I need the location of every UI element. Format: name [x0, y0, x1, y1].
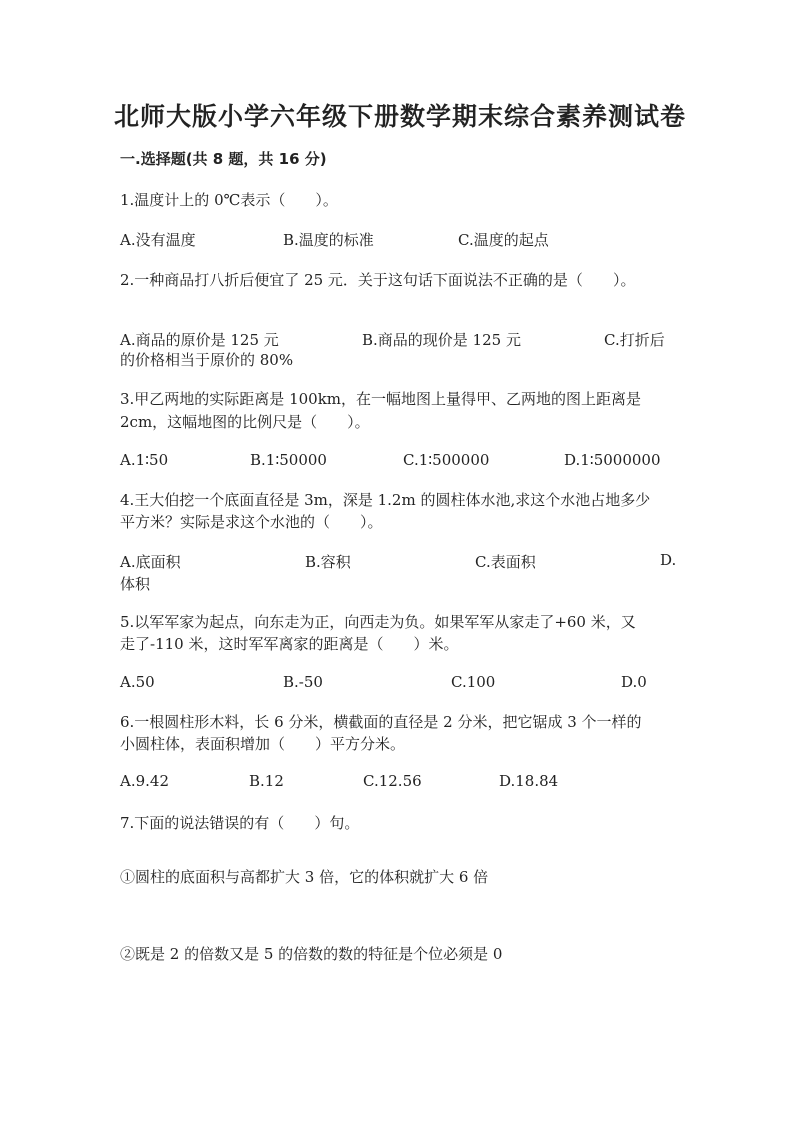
question-3-line-1: 3.甲乙两地的实际距离是 100km，在一幅地图上量得甲、乙两地的图上距离是	[120, 390, 642, 408]
q5-option-a: A.50	[120, 673, 155, 691]
question-2: 2.一种商品打八折后便宜了 25 元．关于这句话下面说法不正确的是（ ）。	[120, 271, 636, 289]
question-4-line-1: 4.王大伯挖一个底面直径是 3m，深是 1.2m 的圆柱体水池,求这个水池占地多少	[120, 491, 651, 509]
q6-option-d: D.18.84	[499, 772, 559, 790]
q1-option-b: B.温度的标准	[283, 231, 374, 249]
q5-option-d: D.0	[621, 673, 647, 691]
q3-option-c: C.1∶500000	[403, 451, 490, 469]
q4-option-d-continued: 体积	[120, 575, 151, 593]
page-title: 北师大版小学六年级下册数学期末综合素养测试卷	[113, 102, 686, 131]
q1-option-a: A.没有温度	[120, 231, 196, 249]
question-6-line-1: 6.一根圆柱形木料，长 6 分米，横截面的直径是 2 分米，把它锯成 3 个一样的	[120, 713, 642, 731]
question-7: 7.下面的说法错误的有（ ）句。	[120, 814, 360, 832]
q6-option-a: A.9.42	[120, 772, 169, 790]
q7-statement-2: ②既是 2 的倍数又是 5 的倍数的数的特征是个位必须是 0	[120, 945, 503, 963]
q1-option-c: C.温度的起点	[458, 231, 549, 249]
q4-option-a: A.底面积	[120, 553, 181, 571]
section-heading: 一.选择题(共 8 题，共 16 分)	[120, 150, 327, 168]
q4-option-b: B.容积	[305, 553, 351, 571]
q2-option-c: C.打折后	[604, 331, 665, 349]
question-6-line-2: 小圆柱体，表面积增加（ ）平方分米。	[120, 735, 406, 753]
q6-option-c: C.12.56	[363, 772, 422, 790]
question-1: 1.温度计上的 0℃表示（ ）。	[120, 191, 338, 209]
question-4-line-2: 平方米？实际是求这个水池的（ ）。	[120, 513, 383, 531]
q3-option-d: D.1∶5000000	[564, 451, 661, 469]
q3-option-a: A.1∶50	[120, 451, 169, 469]
q3-option-b: B.1∶50000	[250, 451, 327, 469]
q4-option-d: D.	[660, 551, 677, 569]
q2-option-b: B.商品的现价是 125 元	[362, 331, 521, 349]
question-5-line-1: 5.以军军家为起点，向东走为正，向西走为负。如果军军从家走了+60 米，又	[120, 613, 636, 631]
q7-statement-1: ①圆柱的底面积与高都扩大 3 倍，它的体积就扩大 6 倍	[120, 868, 489, 886]
question-3-line-2: 2cm，这幅地图的比例尺是（ ）。	[120, 413, 370, 431]
q5-option-c: C.100	[451, 673, 496, 691]
question-5-line-2: 走了-110 米，这时军军离家的距离是（ ）米。	[120, 635, 459, 653]
q6-option-b: B.12	[249, 772, 284, 790]
q2-option-a: A.商品的原价是 125 元	[120, 331, 279, 349]
q2-option-c-continued: 的价格相当于原价的 80%	[120, 351, 294, 369]
q4-option-c: C.表面积	[475, 553, 536, 571]
q5-option-b: B.-50	[283, 673, 323, 691]
